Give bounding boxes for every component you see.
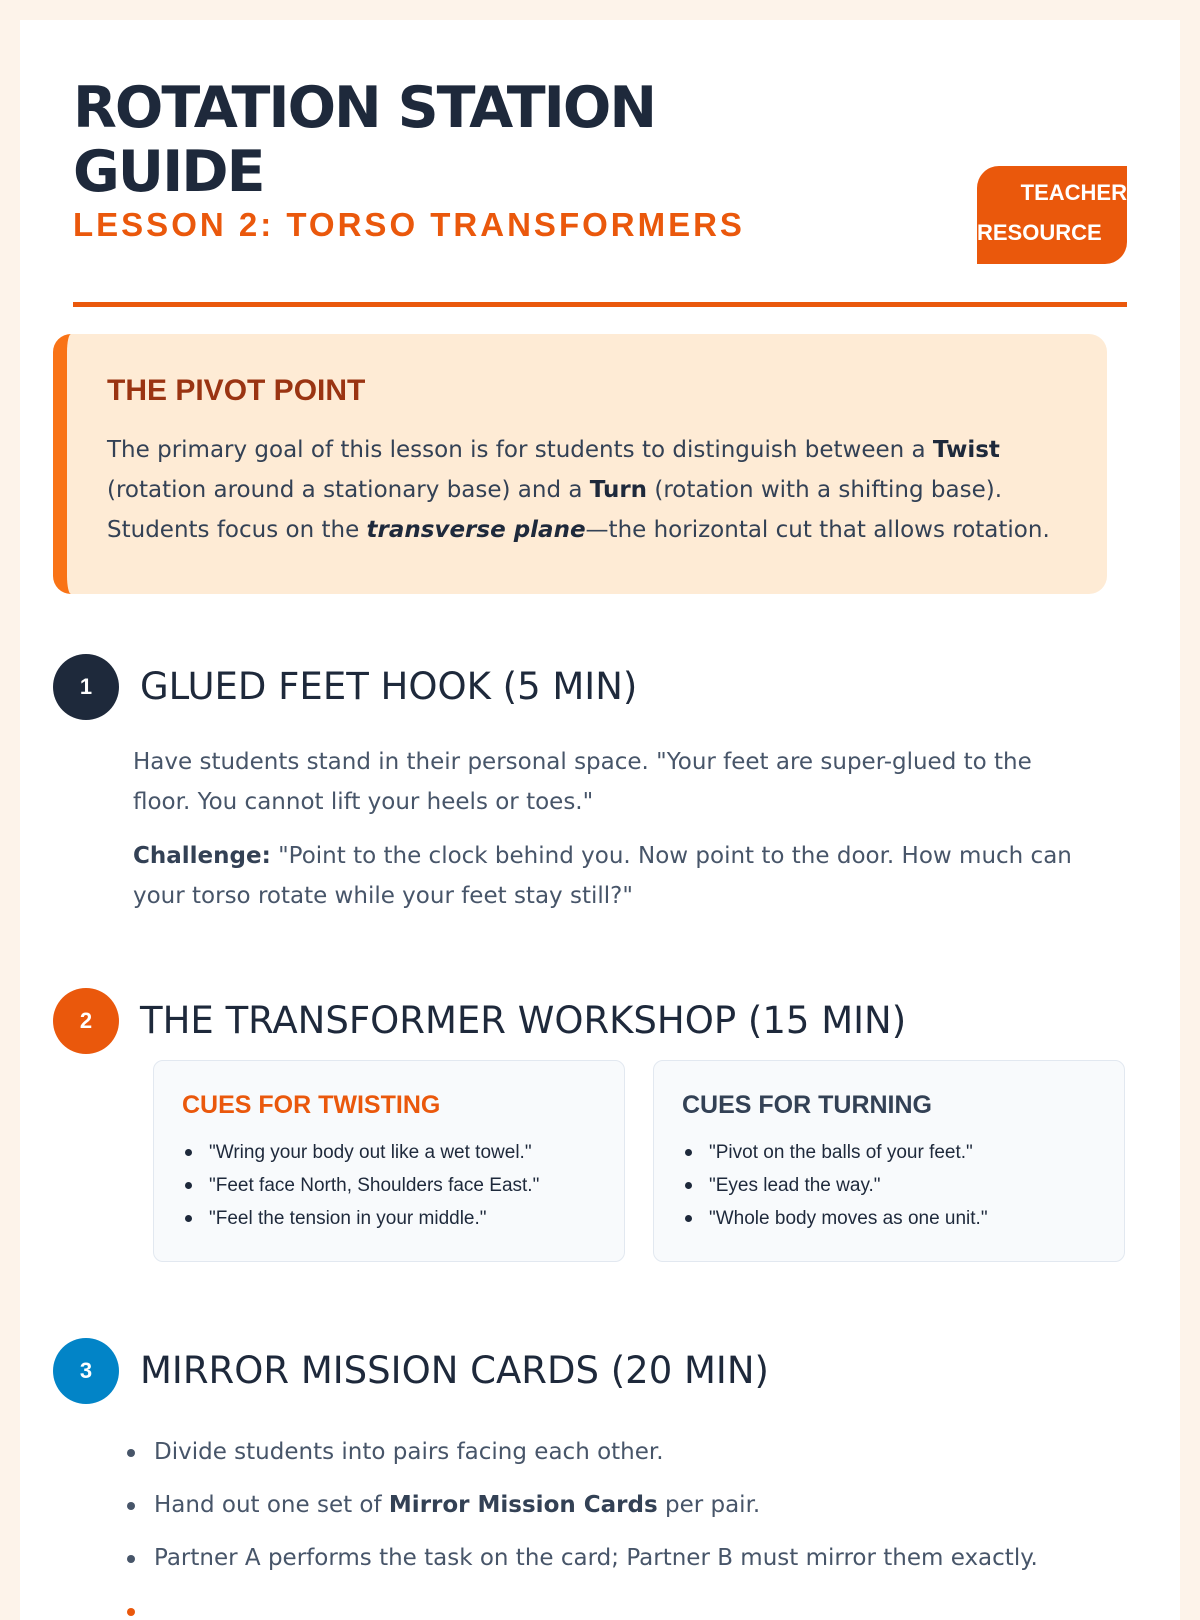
section-number-badge: 1: [53, 654, 119, 720]
callout-text-4: —the horizontal cut that allows rotation.: [585, 517, 1050, 543]
cue-text: "Whole body moves as one unit.": [709, 1208, 988, 1229]
turning-cues-card: [653, 1060, 1125, 1262]
challenge-text: "Point to the clock behind you. Now point to the door. How much can your torso rotate while your feet stay still?": [133, 843, 1072, 909]
cue-text: "Pivot on the balls of your feet.": [709, 1142, 973, 1163]
bullet-dot-icon: [185, 1215, 192, 1222]
section-title: GLUED FEET HOOK (5 MIN): [140, 665, 638, 708]
section-number-badge: 3: [53, 1338, 119, 1404]
list-item: [123, 1532, 1103, 1585]
section-1-paragraph: Have students stand in their personal space. "Your feet are super-glued to the floor. You cannot lift your heels or toes.": [133, 749, 1032, 815]
callout-text-3: (rotation with a shifting base). Students focus on the: [107, 477, 1003, 543]
cue-list: [182, 1136, 598, 1235]
cue-text: "Feel the tension in your middle.": [209, 1208, 487, 1229]
bullet-dot-icon: [685, 1149, 692, 1156]
section-title: MIRROR MISSION CARDS (20 MIN): [140, 1349, 769, 1392]
bullet-dot-icon: [127, 1608, 135, 1616]
pivot-point-callout: [53, 334, 1107, 594]
header: [73, 20, 1127, 307]
list-item: [209, 1169, 598, 1202]
cue-text: "Eyes lead the way.": [709, 1175, 881, 1196]
callout-text: [107, 430, 1067, 550]
bullet-dot-icon: [685, 1215, 692, 1222]
list-item: [123, 1479, 1103, 1532]
step-text: Partner A performs the task on the card; Partner B must mirror them exactly.: [154, 1545, 1038, 1571]
card-title: CUES FOR TWISTING: [182, 1091, 441, 1119]
bullet-dot-icon: [685, 1182, 692, 1189]
list-item: [709, 1136, 1098, 1169]
list-item: [209, 1202, 598, 1235]
mission-steps-list: [123, 1426, 1103, 1585]
badge-line-1: TEACHER: [1020, 180, 1127, 205]
callout-text-1: The primary goal of this lesson is for students to distinguish between a: [107, 437, 933, 463]
callout-title: THE PIVOT POINT: [107, 374, 366, 407]
cue-text: "Wring your body out like a wet towel.": [209, 1142, 532, 1163]
callout-text-2: (rotation around a stationary base) and a: [107, 477, 590, 503]
bullet-dot-icon: [127, 1449, 135, 1457]
list-item: [209, 1136, 598, 1169]
card-title: CUES FOR TURNING: [682, 1091, 932, 1119]
badge-line-2: RESOURCE: [977, 220, 1102, 245]
cue-list: [682, 1136, 1098, 1235]
cue-text: "Feet face North, Shoulders face East.": [209, 1175, 540, 1196]
bullet-dot-icon: [127, 1502, 135, 1510]
mirror-mission-cards-term: Mirror Mission Cards: [388, 1492, 658, 1518]
transverse-plane-term: transverse plane: [366, 517, 586, 543]
bullet-dot-icon: [127, 1555, 135, 1563]
turn-term: Turn: [589, 477, 648, 503]
bullet-dot-icon: [185, 1149, 192, 1156]
page-title: ROTATION STATION GUIDE: [73, 75, 656, 205]
list-item: [123, 1426, 1103, 1479]
step-text: Divide students into pairs facing each other.: [154, 1439, 664, 1465]
bullet-dot-icon: [185, 1182, 192, 1189]
challenge-label: Challenge:: [133, 843, 271, 869]
list-item: [709, 1202, 1098, 1235]
step-text-pre: Hand out one set of: [154, 1492, 389, 1518]
challenge-paragraph: [133, 836, 1093, 916]
list-item: [709, 1169, 1098, 1202]
step-text-post: per pair.: [657, 1492, 761, 1518]
twist-term: Twist: [932, 437, 1000, 463]
teacher-resource-badge: [977, 166, 1127, 264]
page-subtitle: LESSON 2: TORSO TRANSFORMERS: [73, 206, 745, 243]
twisting-cues-card: [153, 1060, 625, 1262]
section-number-badge: 2: [53, 988, 119, 1054]
section-title: THE TRANSFORMER WORKSHOP (15 MIN): [140, 999, 907, 1042]
